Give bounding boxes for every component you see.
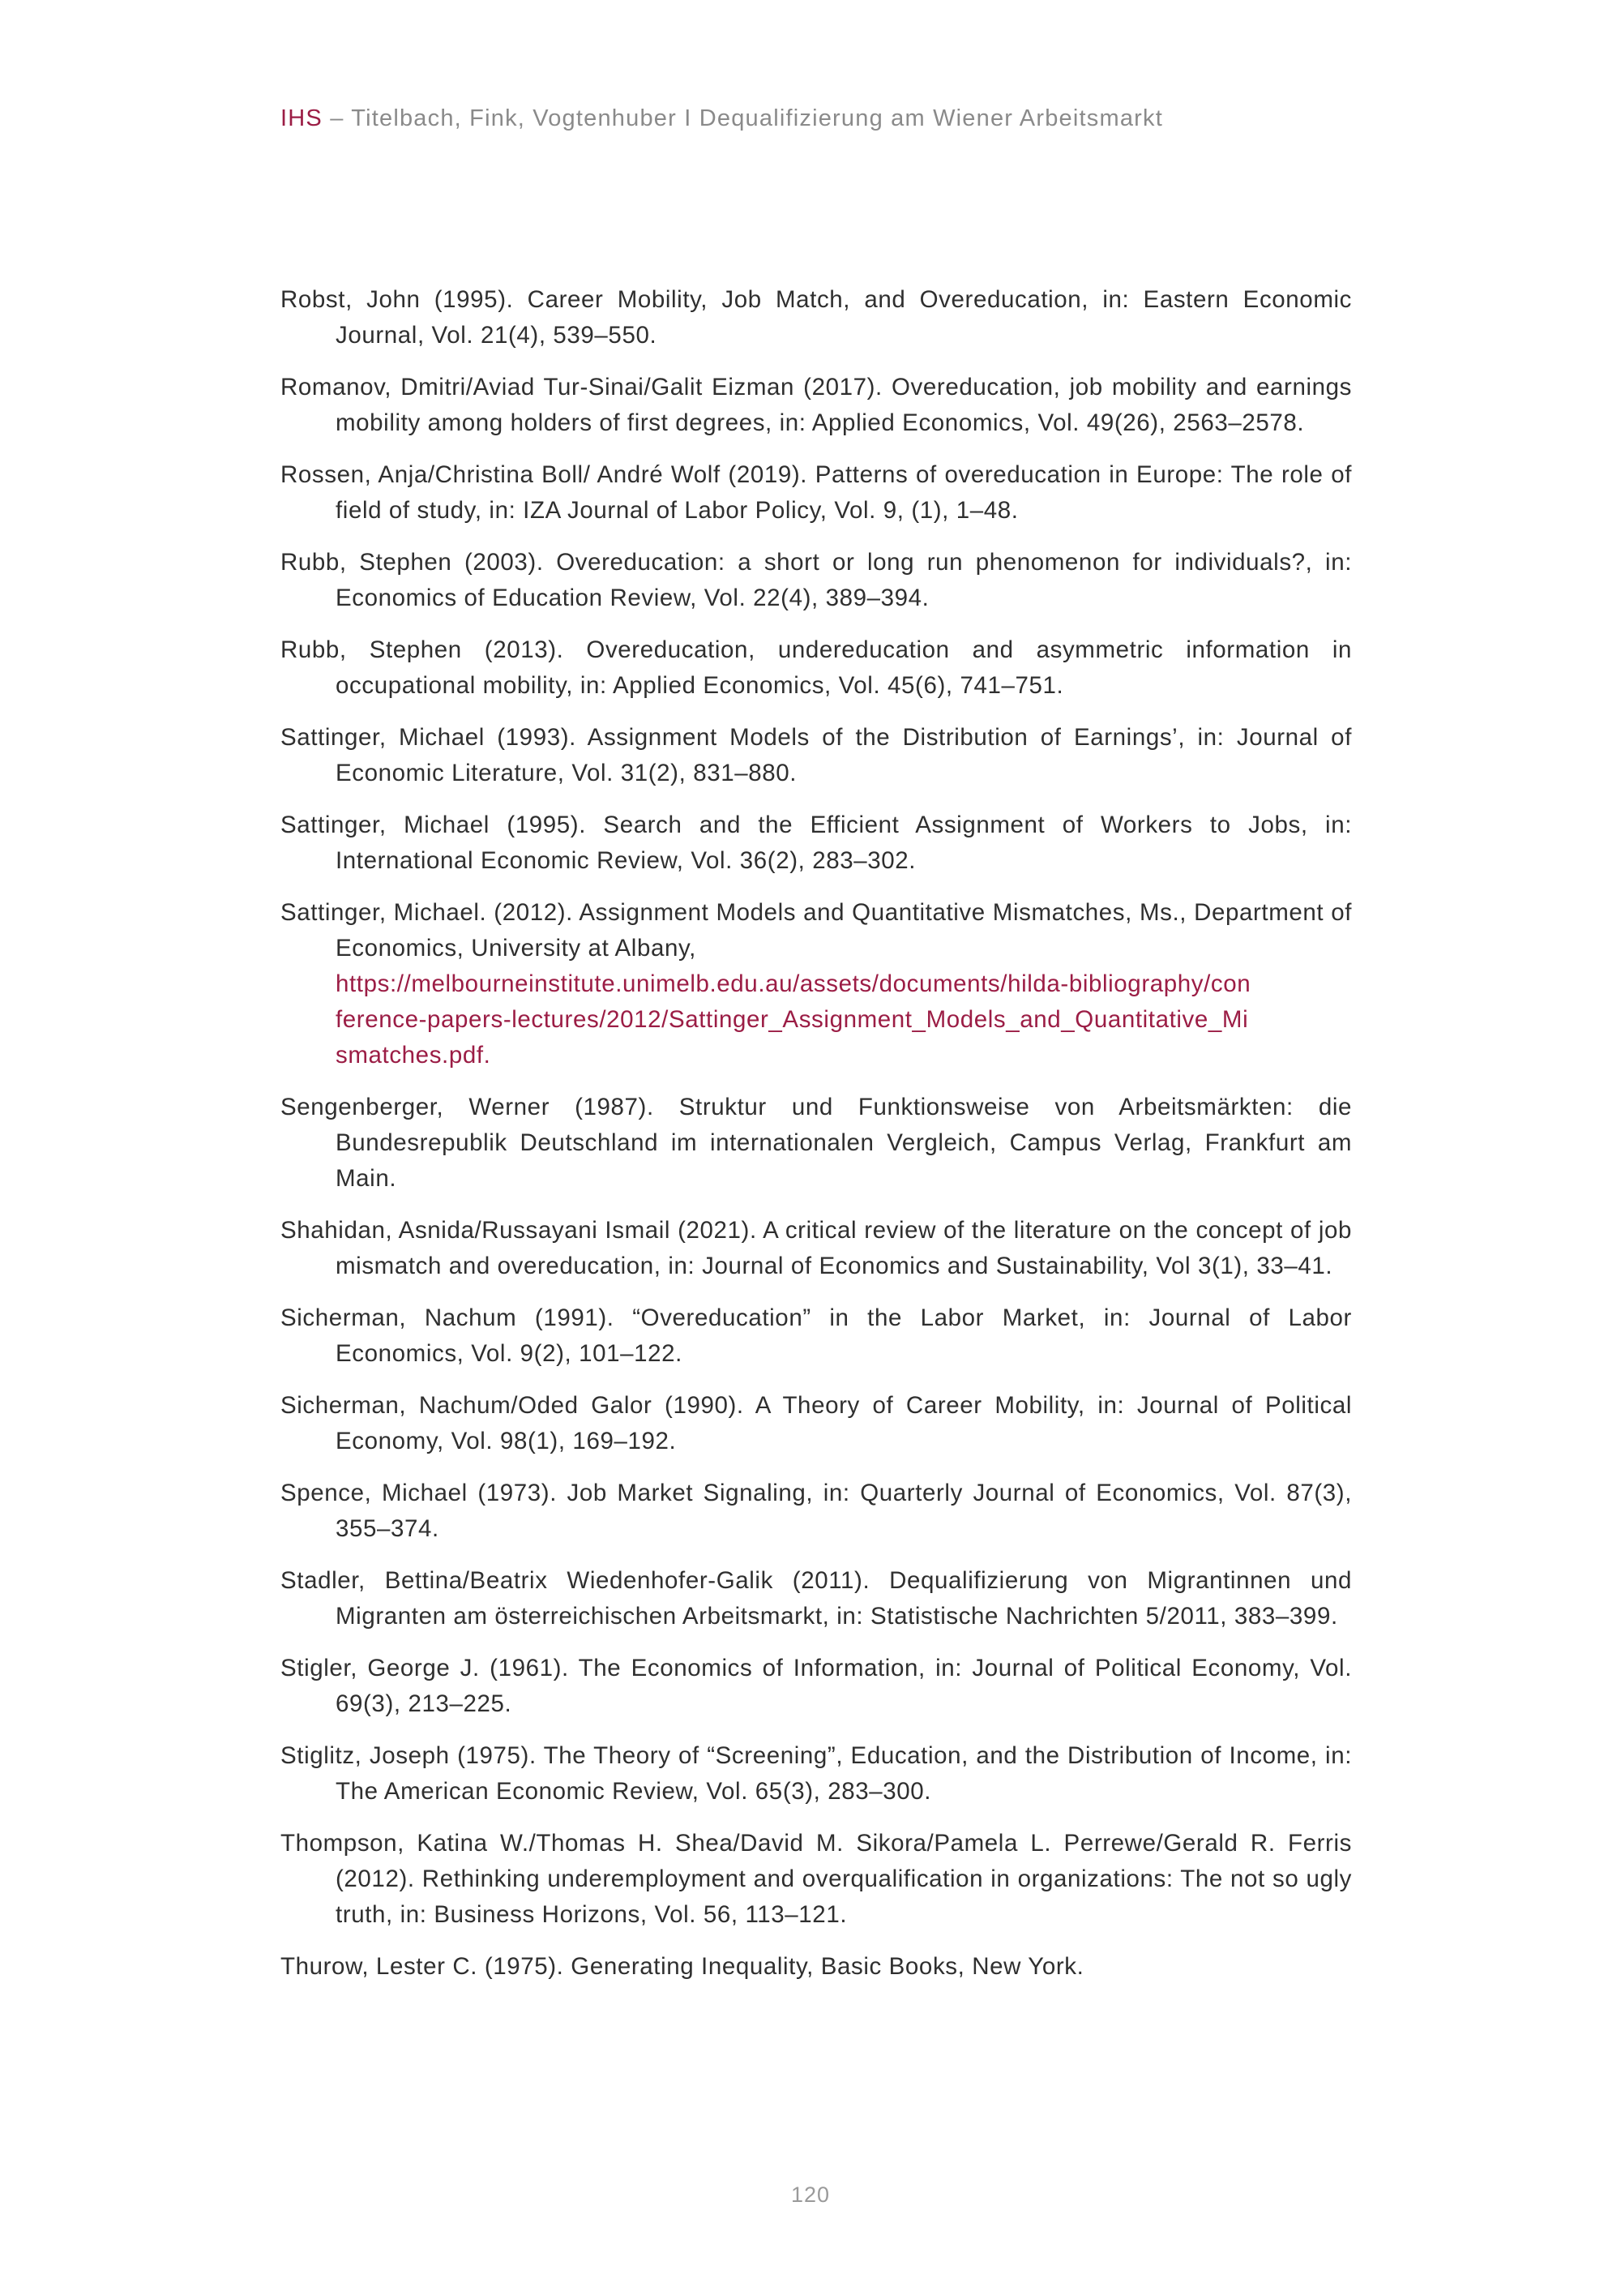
header-title: – Titelbach, Fink, Vogtenhuber I Dequalifizierung am Wiener Arbeitsmarkt <box>322 105 1163 131</box>
reference-entry <box>280 807 1352 879</box>
reference-text: Rubb, Stephen (2003). Overeducation: a short or long run phenomenon for individuals?, in: Economics of Education Review, Vol. 22(4), 389–394. <box>280 549 1352 611</box>
reference-entry <box>280 895 1352 1073</box>
reference-text: Romanov, Dmitri/Aviad Tur-Sinai/Galit Eizman (2017). Overeducation, job mobility and earnings mobility among holders of first degrees, in: Applied Economics, Vol. 49(26), 2563–2578. <box>280 374 1352 436</box>
reference-entry <box>280 1213 1352 1284</box>
reference-entry <box>280 1300 1352 1372</box>
reference-entry <box>280 1563 1352 1634</box>
reference-text: Sicherman, Nachum (1991). “Overeducation” in the Labor Market, in: Journal of Labor Economics, Vol. 9(2), 101–122. <box>280 1304 1352 1367</box>
reference-entry <box>280 720 1352 791</box>
reference-text: Sicherman, Nachum/Oded Galor (1990). A Theory of Career Mobility, in: Journal of Political Economy, Vol. 98(1), 169–192. <box>280 1392 1352 1454</box>
reference-entry <box>280 545 1352 616</box>
reference-entry <box>280 370 1352 441</box>
reference-entry <box>280 1651 1352 1722</box>
reference-text: Rossen, Anja/Christina Boll/ André Wolf (2019). Patterns of overeducation in Europe: The role of field of study, in: IZA Journal of Labor Policy, Vol. 9, (1), 1–48. <box>280 461 1352 524</box>
reference-entry <box>280 632 1352 704</box>
reference-entry <box>280 1826 1352 1933</box>
reference-text: Stiglitz, Joseph (1975). The Theory of “Screening”, Education, and the Distribution of Income, in: The American Economic Review, Vol. 65(3), 283–300. <box>280 1742 1352 1805</box>
reference-text: Robst, John (1995). Career Mobility, Job Match, and Overeducation, in: Eastern Economic Journal, Vol. 21(4), 539–550. <box>280 286 1352 349</box>
header-brand: IHS <box>280 105 323 131</box>
reference-text: Spence, Michael (1973). Job Market Signaling, in: Quarterly Journal of Economics, Vol. 87(3), 355–374. <box>280 1480 1352 1542</box>
page-number: 120 <box>790 2182 831 2207</box>
reference-text: Sattinger, Michael (1993). Assignment Models of the Distribution of Earnings’, in: Journal of Economic Literature, Vol. 31(2), 831–880. <box>280 724 1352 786</box>
reference-url-link[interactable]: https://melbourneinstitute.unimelb.edu.au/assets/documents/hilda-bibliography/conference-papers-lectures/2012/Sattinger_Assignment_Models_and_Quantitative_Mismatches.pdf. <box>336 970 1251 1069</box>
reference-entry <box>280 1090 1352 1197</box>
reference-text: Shahidan, Asnida/Russayani Ismail (2021). A critical review of the literature on the concept of job mismatch and overeducation, in: Journal of Economics and Sustainability, Vol 3(1), 33–41. <box>280 1217 1352 1279</box>
reference-text: Sattinger, Michael (1995). Search and the Efficient Assignment of Workers to Jobs, in: International Economic Review, Vol. 36(2), 283–302. <box>280 812 1352 874</box>
reference-text: Thurow, Lester C. (1975). Generating Inequality, Basic Books, New York. <box>280 1953 1084 1980</box>
running-header <box>280 105 1163 132</box>
reference-text: Stigler, George J. (1961). The Economics of Information, in: Journal of Political Economy, Vol. 69(3), 213–225. <box>280 1655 1352 1717</box>
reference-text: Sengenberger, Werner (1987). Struktur und Funktionsweise von Arbeitsmärkten: die Bundesrepublik Deutschland im internationalen Vergleich, Campus Verlag, Frankfurt am Main. <box>280 1094 1352 1192</box>
reference-entry <box>280 1738 1352 1810</box>
reference-text: Rubb, Stephen (2013). Overeducation, undereducation and asymmetric information in occupational mobility, in: Applied Economics, Vol. 45(6), 741–751. <box>280 636 1352 699</box>
reference-list <box>280 282 1352 2001</box>
reference-entry <box>280 1388 1352 1459</box>
reference-text: Sattinger, Michael. (2012). Assignment Models and Quantitative Mismatches, Ms., Department of Economics, University at Albany, <box>280 899 1352 962</box>
reference-text: Thompson, Katina W./Thomas H. Shea/David M. Sikora/Pamela L. Perrewe/Gerald R. Ferris (2012). Rethinking underemployment and overqualification in organizations: The not so ugly truth, in: Business Horizons, Vol. 56, 113–121. <box>280 1830 1352 1928</box>
reference-entry <box>280 282 1352 353</box>
reference-entry <box>280 457 1352 529</box>
reference-text: Stadler, Bettina/Beatrix Wiedenhofer-Galik (2011). Dequalifizierung von Migrantinnen und Migranten am österreichischen Arbeitsmarkt, in: Statistische Nachrichten 5/2011, 383–399. <box>280 1567 1352 1630</box>
reference-entry <box>280 1476 1352 1547</box>
reference-entry <box>280 1949 1352 1985</box>
